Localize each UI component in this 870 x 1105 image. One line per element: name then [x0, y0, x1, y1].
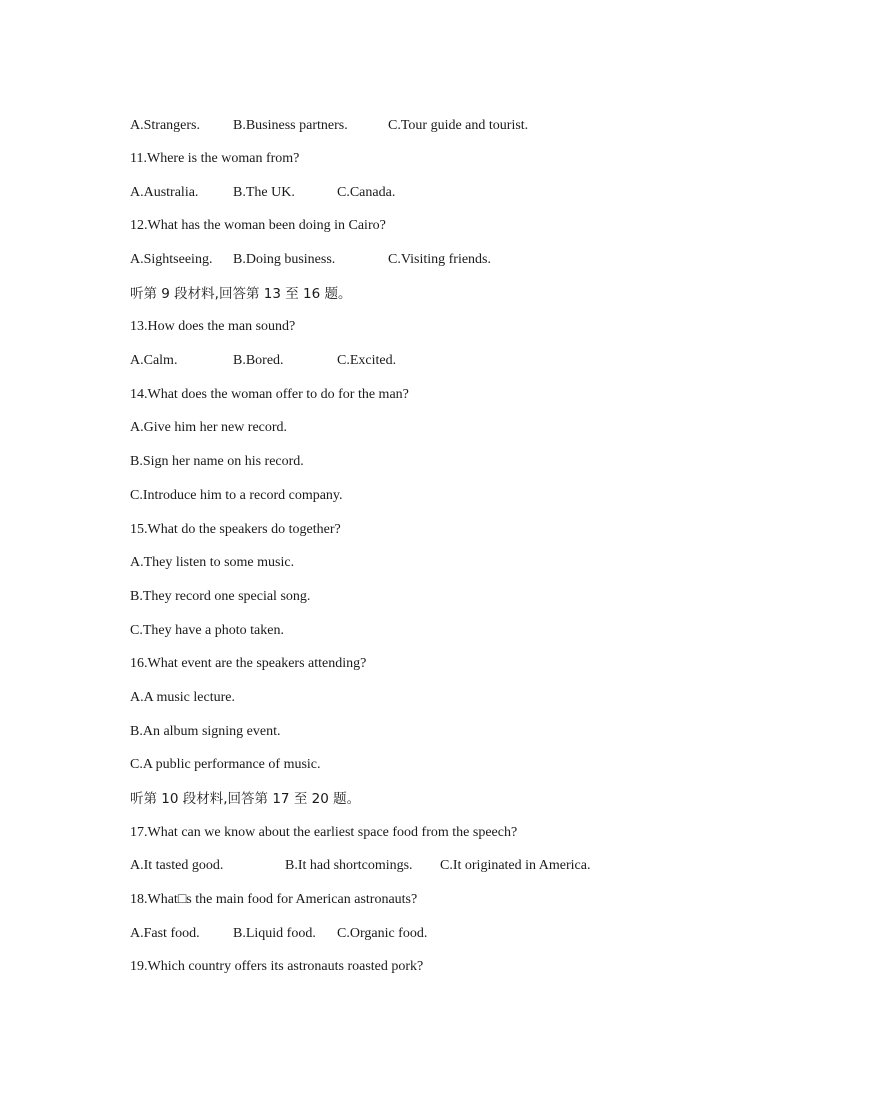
question-15: 15.What do the speakers do together? — [130, 522, 341, 537]
question-19: 19.Which country offers its astronauts roasted pork? — [130, 959, 424, 974]
option-a: A.Calm. — [130, 353, 178, 368]
option-b: B.The UK. — [233, 185, 295, 200]
option-a: A.Strangers. — [130, 118, 200, 133]
section-instruction: 听第 10 段材料,回答第 17 至 20 题。 — [130, 791, 361, 807]
option-a: A.Fast food. — [130, 926, 200, 941]
option-c: C.Canada. — [337, 185, 396, 200]
option-c: C.Organic food. — [337, 926, 428, 941]
question-13: 13.How does the man sound? — [130, 319, 296, 334]
option-b: B.Doing business. — [233, 252, 336, 267]
question-16: 16.What event are the speakers attending? — [130, 656, 367, 671]
option-a: A.Give him her new record. — [130, 420, 288, 435]
option-a: A.It tasted good. — [130, 858, 224, 873]
option-b: B.Liquid food. — [233, 926, 316, 941]
question-12: 12.What has the woman been doing in Cairo? — [130, 218, 386, 233]
option-c: C.Excited. — [337, 353, 397, 368]
option-b: B.It had shortcomings. — [285, 858, 413, 873]
option-b: B.An album signing event. — [130, 724, 281, 739]
option-a: A.A music lecture. — [130, 690, 235, 705]
question-14: 14.What does the woman offer to do for the man? — [130, 387, 409, 402]
option-b: B.Sign her name on his record. — [130, 454, 304, 469]
option-c: C.A public performance of music. — [130, 757, 321, 772]
option-b: B.Bored. — [233, 353, 284, 368]
option-a: A.They listen to some music. — [130, 555, 295, 570]
option-c: C.Tour guide and tourist. — [388, 118, 529, 133]
option-c: C.They have a photo taken. — [130, 623, 284, 638]
option-b: B.Business partners. — [233, 118, 348, 133]
option-a: A.Sightseeing. — [130, 252, 213, 267]
section-instruction: 听第 9 段材料,回答第 13 至 16 题。 — [130, 286, 352, 302]
question-11: 11.Where is the woman from? — [130, 151, 300, 166]
question-17: 17.What can we know about the earliest space food from the speech? — [130, 825, 518, 840]
option-c: C.Introduce him to a record company. — [130, 488, 343, 503]
option-b: B.They record one special song. — [130, 589, 311, 604]
option-c: C.It originated in America. — [440, 858, 591, 873]
question-18: 18.What□s the main food for American astronauts? — [130, 892, 418, 907]
option-a: A.Australia. — [130, 185, 199, 200]
option-c: C.Visiting friends. — [388, 252, 491, 267]
